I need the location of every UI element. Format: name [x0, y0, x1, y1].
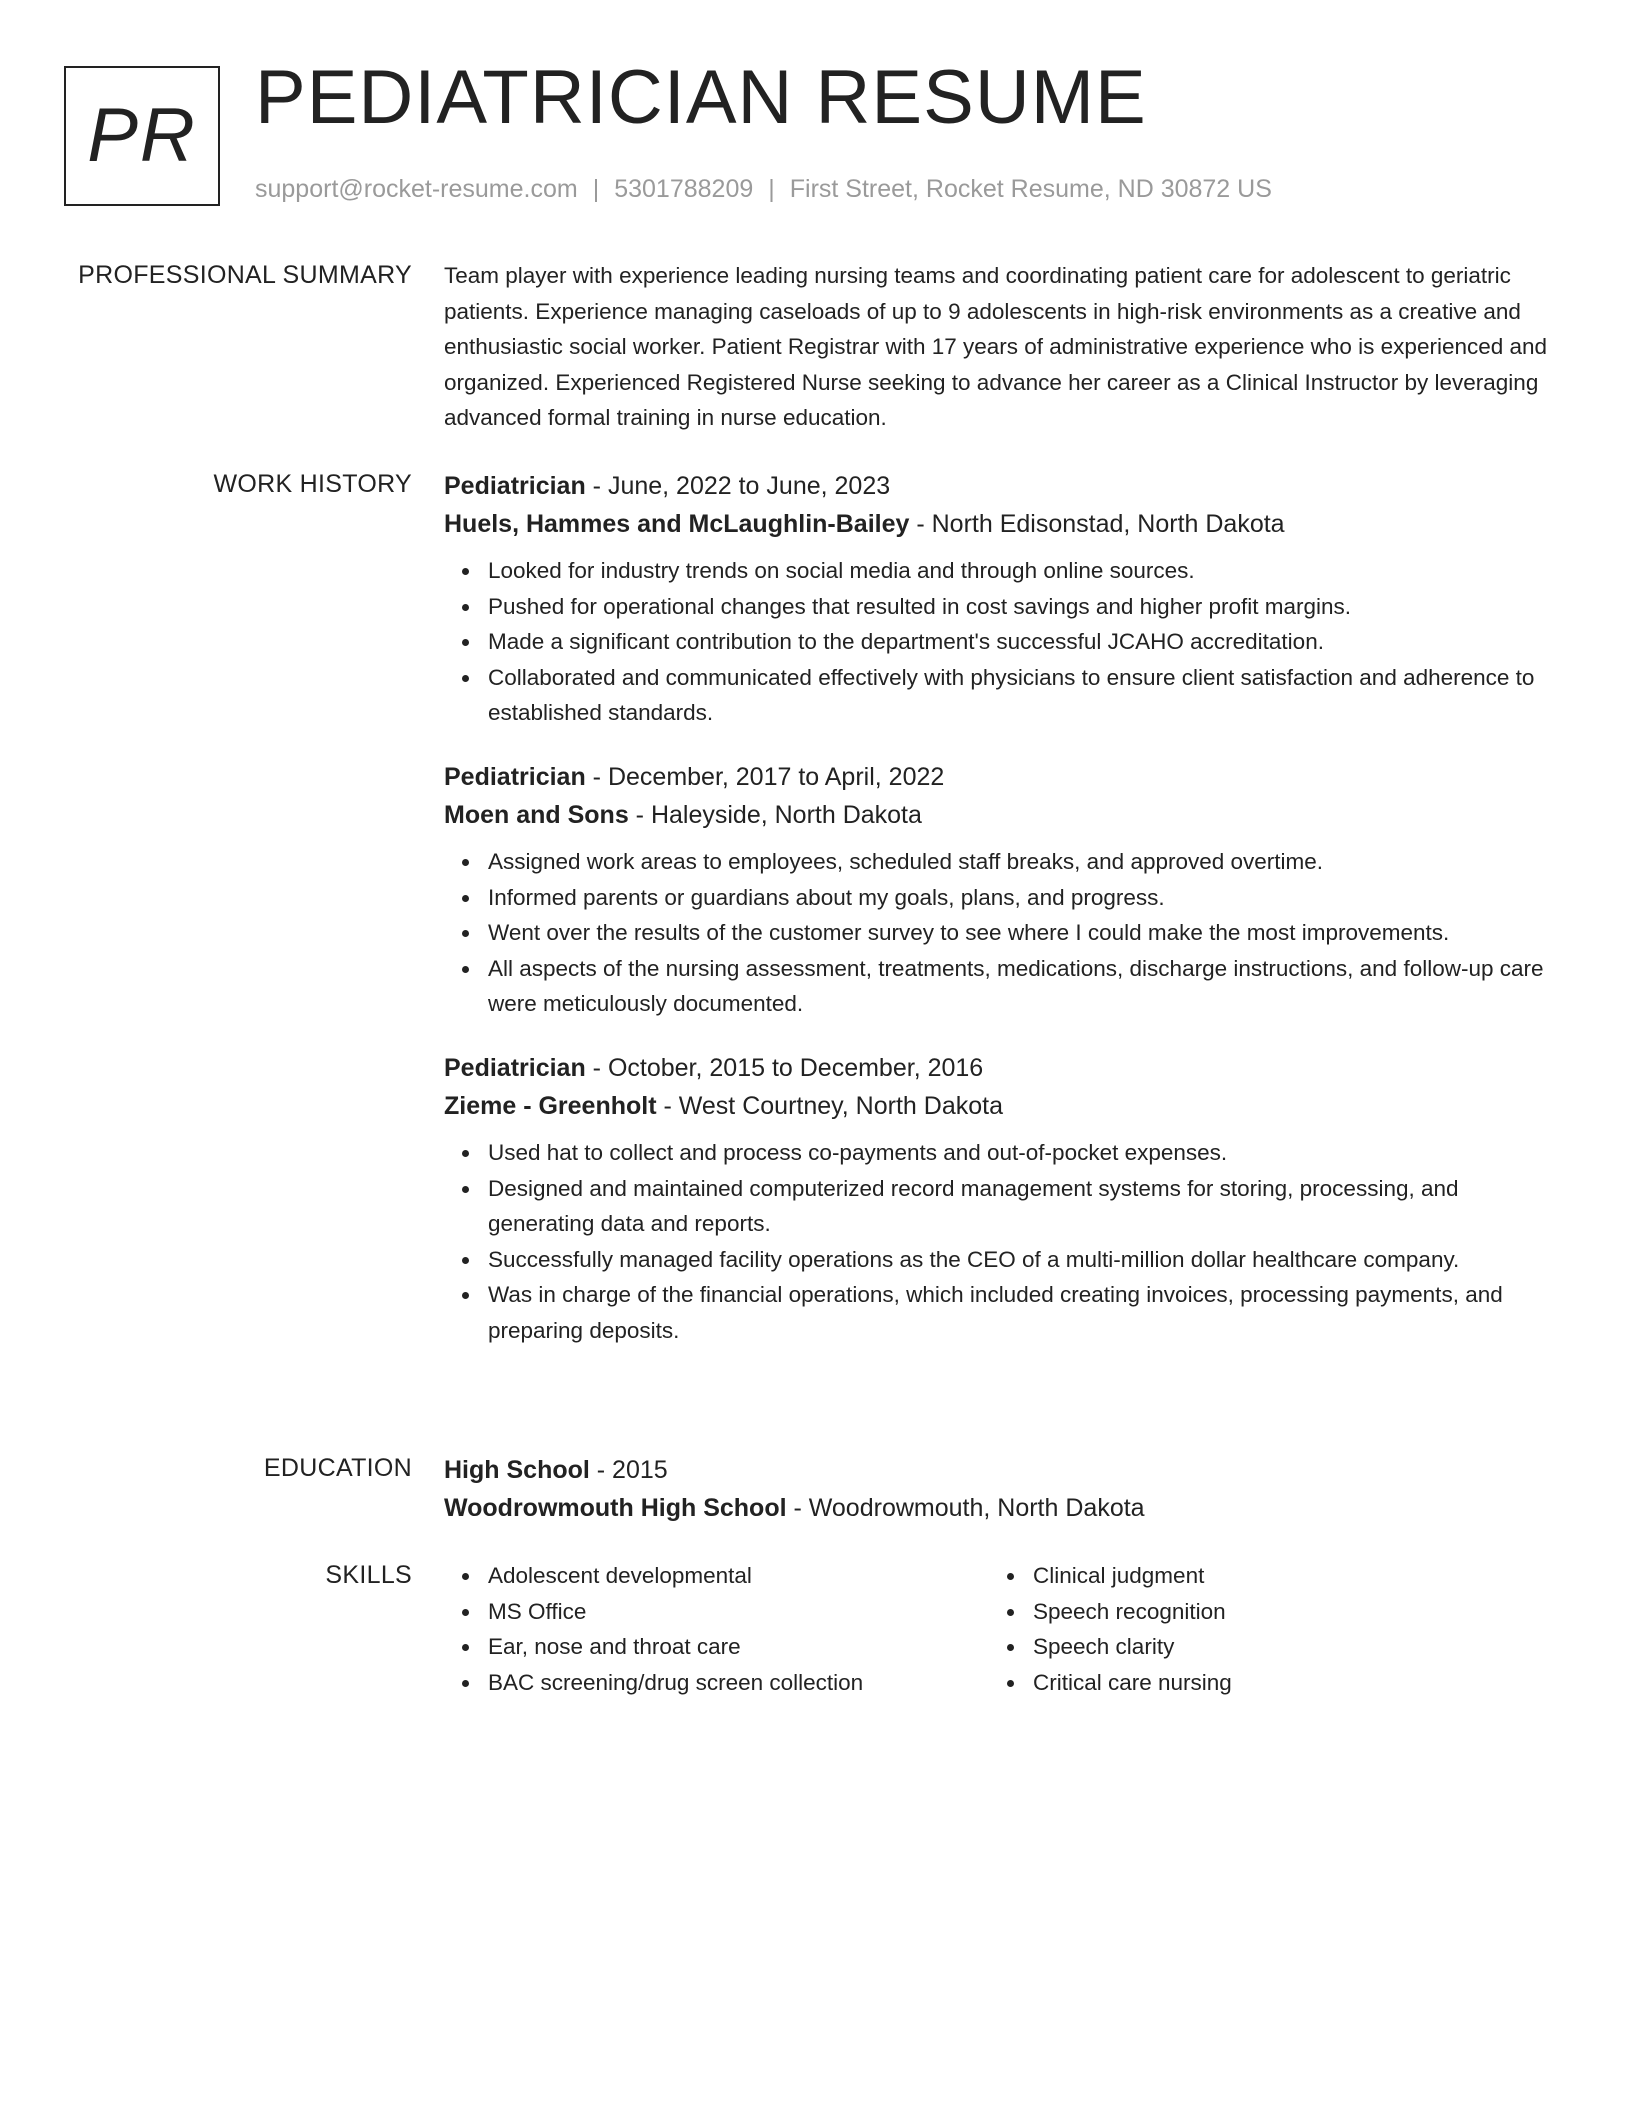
education-degree: High School	[444, 1456, 590, 1484]
section-label-education: EDUCATION	[263, 1454, 412, 1482]
job-bullets	[444, 1135, 1559, 1349]
job-bullet: All aspects of the nursing assessment, treatments, medications, discharge instructions, and follow-up care were meticulously documented.	[488, 951, 1559, 1022]
contact-line	[255, 174, 1272, 204]
monogram-initials: PR	[87, 93, 197, 178]
skills-column-right	[989, 1558, 1534, 1700]
job-entry	[444, 467, 1559, 731]
education-body	[444, 1451, 1559, 1527]
job-dates: - June, 2022 to June, 2023	[585, 472, 891, 500]
education-degree-line	[444, 1451, 1559, 1489]
job-entry	[444, 758, 1559, 1022]
education-school-line	[444, 1489, 1559, 1527]
skills-columns	[444, 1558, 1559, 1700]
job-bullets	[444, 553, 1559, 731]
skill-item: BAC screening/drug screen collection	[488, 1665, 989, 1701]
skill-item: Adolescent developmental	[488, 1558, 989, 1594]
section-label-skills: SKILLS	[325, 1561, 412, 1589]
job-bullet: Informed parents or guardians about my goals, plans, and progress.	[488, 880, 1559, 916]
job-bullet: Went over the results of the customer survey to see where I could make the most improvements.	[488, 915, 1559, 951]
skill-item: MS Office	[488, 1594, 989, 1630]
job-title-line	[444, 758, 1559, 796]
skill-item: Critical care nursing	[1033, 1665, 1534, 1701]
contact-phone[interactable]: 5301788209	[614, 175, 754, 203]
job-company: Zieme - Greenholt	[444, 1091, 657, 1120]
education-school: Woodrowmouth High School	[444, 1494, 787, 1522]
contact-separator: |	[592, 175, 600, 203]
job-bullet: Collaborated and communicated effectively with physicians to ensure client satisfaction and adherence to established standards.	[488, 660, 1559, 731]
skills-column-left	[444, 1558, 989, 1700]
job-title-line	[444, 467, 1559, 505]
education-year: - 2015	[589, 1456, 668, 1484]
resume-title: PEDIATRICIAN RESUME	[255, 55, 1147, 140]
skills-body	[444, 1558, 1559, 1700]
job-dates: - December, 2017 to April, 2022	[585, 762, 945, 791]
job-company-line	[444, 505, 1559, 543]
job-bullet: Designed and maintained computerized record management systems for storing, processing, and generating data and reports.	[488, 1171, 1559, 1242]
job-bullet: Pushed for operational changes that resulted in cost savings and higher profit margins.	[488, 589, 1559, 625]
section-label-work-history: WORK HISTORY	[213, 470, 412, 498]
job-company-line	[444, 796, 1559, 834]
contact-separator: |	[768, 175, 775, 203]
education-location: - Woodrowmouth, North Dakota	[786, 1494, 1145, 1522]
job-title: Pediatrician	[444, 762, 586, 791]
job-bullet: Used hat to collect and process co-payments and out-of-pocket expenses.	[488, 1135, 1559, 1171]
job-title-line	[444, 1049, 1559, 1087]
section-label-summary: PROFESSIONAL SUMMARY	[78, 261, 412, 289]
job-company: Moen and Sons	[444, 800, 629, 829]
summary-body	[444, 258, 1559, 436]
job-bullet: Assigned work areas to employees, scheduled staff breaks, and approved overtime.	[488, 844, 1559, 880]
job-title: Pediatrician	[444, 1053, 586, 1082]
skill-item: Speech clarity	[1033, 1629, 1534, 1665]
job-bullet: Was in charge of the financial operations, which included creating invoices, processing payments, and preparing deposits.	[488, 1277, 1559, 1348]
monogram-box	[64, 66, 220, 206]
job-company-line	[444, 1087, 1559, 1125]
job-bullet: Made a significant contribution to the department's successful JCAHO accreditation.	[488, 624, 1559, 660]
skill-item: Clinical judgment	[1033, 1558, 1534, 1594]
skill-item: Ear, nose and throat care	[488, 1629, 989, 1665]
skill-item: Speech recognition	[1033, 1594, 1534, 1630]
job-company: Huels, Hammes and McLaughlin-Bailey	[444, 510, 910, 538]
contact-email[interactable]: support@rocket-resume.com	[255, 175, 578, 203]
skills-list-right	[989, 1558, 1534, 1700]
summary-text: Team player with experience leading nursing teams and coordinating patient care for adolescent to geriatric patients. Experience managing caseloads of up to 9 adolescents in high-risk environments as a creative and enthusiastic social worker. Patient Registrar with 17 years of administrative experience who is experienced and organized. Experienced Registered Nurse seeking to advance her career as a Clinical Instructor by leveraging advanced formal training in nurse education.	[444, 263, 1548, 431]
skills-list-left	[444, 1558, 989, 1700]
job-location: - Haleyside, North Dakota	[628, 800, 922, 829]
contact-address: First Street, Rocket Resume, ND 30872 US	[789, 175, 1272, 203]
job-bullet: Successfully managed facility operations as the CEO of a multi-million dollar healthcare company.	[488, 1242, 1559, 1278]
job-bullets	[444, 844, 1559, 1022]
work-history-body	[444, 467, 1559, 1376]
job-bullet: Looked for industry trends on social media and through online sources.	[488, 553, 1559, 589]
job-location: - West Courtney, North Dakota	[656, 1091, 1003, 1120]
job-entry	[444, 1049, 1559, 1349]
job-dates: - October, 2015 to December, 2016	[585, 1053, 984, 1082]
job-title: Pediatrician	[444, 472, 586, 500]
job-location: - North Edisonstad, North Dakota	[909, 510, 1285, 538]
